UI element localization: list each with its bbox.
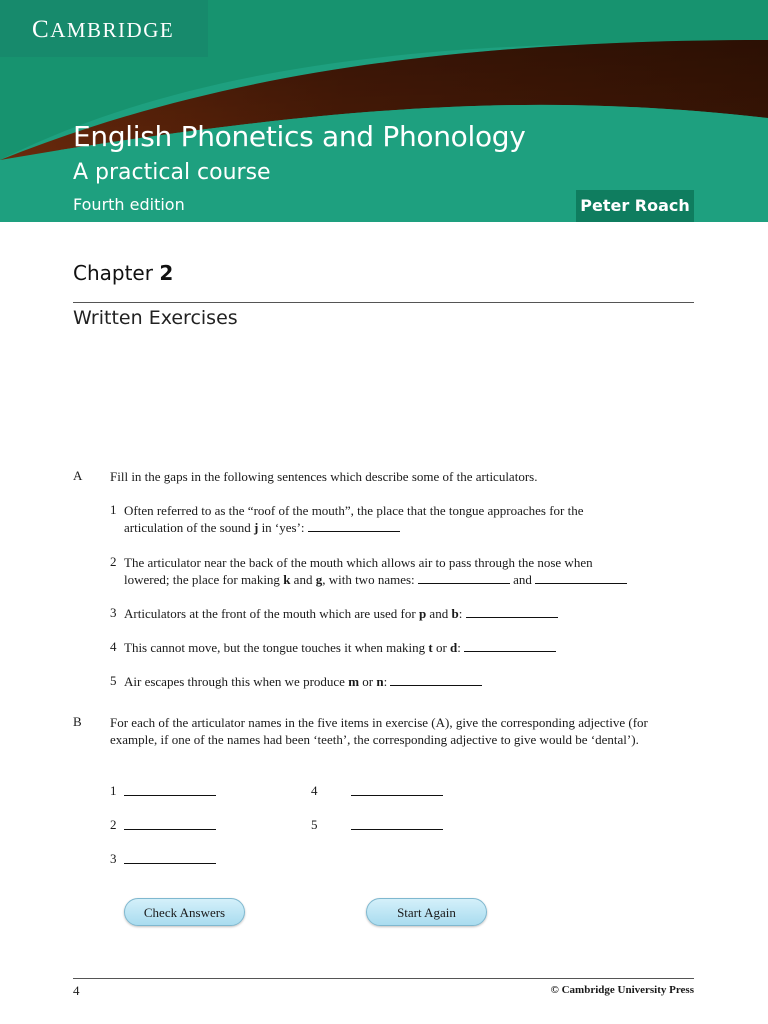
exercise-a-item-number: 5 bbox=[110, 673, 117, 688]
chapter-number: 2 bbox=[159, 261, 174, 285]
answer-blank-a3[interactable] bbox=[466, 605, 558, 618]
chapter-heading bbox=[73, 261, 173, 285]
page-number: 4 bbox=[73, 983, 80, 998]
answer-blank-b3[interactable] bbox=[124, 862, 216, 864]
answer-blank-a4[interactable] bbox=[464, 639, 556, 652]
answer-blank-b5[interactable] bbox=[351, 828, 443, 830]
answer-blank-a1[interactable] bbox=[308, 519, 400, 532]
publisher-logo: CAMBRIDGE bbox=[32, 16, 175, 43]
section-title: Written Exercises bbox=[73, 307, 238, 329]
exercise-b-number-1: 1 bbox=[110, 783, 117, 798]
exercise-a-item-4: This cannot move, but the tongue touches it when making t or d: bbox=[124, 639, 669, 656]
exercise-a-item-number: 1 bbox=[110, 502, 117, 517]
exercise-b-instruction: For each of the articulator names in the five items in exercise (A), give the corresponding adjective (for example, if one of the names had been ‘teeth’, the corresponding adjective to give would be ‘dental’). bbox=[110, 715, 648, 747]
exercise-b-number-3: 3 bbox=[110, 851, 117, 866]
exercise-a-item-1: Often referred to as the “roof of the mouth”, the place that the tongue approaches for the articulation of the sound j in ‘yes’: bbox=[124, 503, 584, 535]
answer-blank-b2[interactable] bbox=[124, 828, 216, 830]
answer-blank-a2a[interactable] bbox=[418, 571, 510, 584]
answer-blank-b1[interactable] bbox=[124, 794, 216, 796]
heading-divider bbox=[73, 302, 694, 303]
exercise-a-item-2: The articulator near the back of the mouth which allows air to pass through the nose when lowered; the place for making k and g, with two names: and bbox=[124, 554, 669, 588]
answer-blank-a5[interactable] bbox=[390, 673, 482, 686]
check-answers-button[interactable]: Check Answers bbox=[124, 898, 245, 926]
footer-divider bbox=[73, 978, 694, 979]
exercise-a-item-3: Articulators at the front of the mouth which are used for p and b: bbox=[124, 605, 669, 622]
exercise-a-letter: A bbox=[73, 468, 83, 483]
exercise-a-item-number: 3 bbox=[110, 605, 117, 620]
exercise-a-instruction: Fill in the gaps in the following sentences which describe some of the articulators. bbox=[110, 469, 538, 484]
book-edition: Fourth edition bbox=[73, 195, 185, 214]
author-name: Peter Roach bbox=[576, 190, 694, 222]
exercise-b-letter: B bbox=[73, 714, 82, 729]
chapter-label: Chapter bbox=[73, 261, 153, 285]
answer-blank-a2b[interactable] bbox=[535, 571, 627, 584]
exercise-a-item-number: 4 bbox=[110, 639, 117, 654]
book-title: English Phonetics and Phonology bbox=[73, 120, 526, 153]
start-again-button[interactable]: Start Again bbox=[366, 898, 487, 926]
exercise-a-item-5: Air escapes through this when we produce m or n: bbox=[124, 673, 669, 690]
book-subtitle: A practical course bbox=[73, 160, 271, 185]
cover-banner bbox=[0, 0, 768, 222]
exercise-a-item-number: 2 bbox=[110, 554, 117, 569]
copyright-notice: © Cambridge University Press bbox=[550, 984, 694, 996]
answer-blank-b4[interactable] bbox=[351, 794, 443, 796]
publisher-logo-box bbox=[0, 0, 208, 57]
exercise-b-number-2: 2 bbox=[110, 817, 117, 832]
exercise-b-number-5: 5 bbox=[311, 817, 318, 832]
sound-symbol: j bbox=[253, 520, 259, 535]
exercise-b-number-4: 4 bbox=[311, 783, 318, 798]
